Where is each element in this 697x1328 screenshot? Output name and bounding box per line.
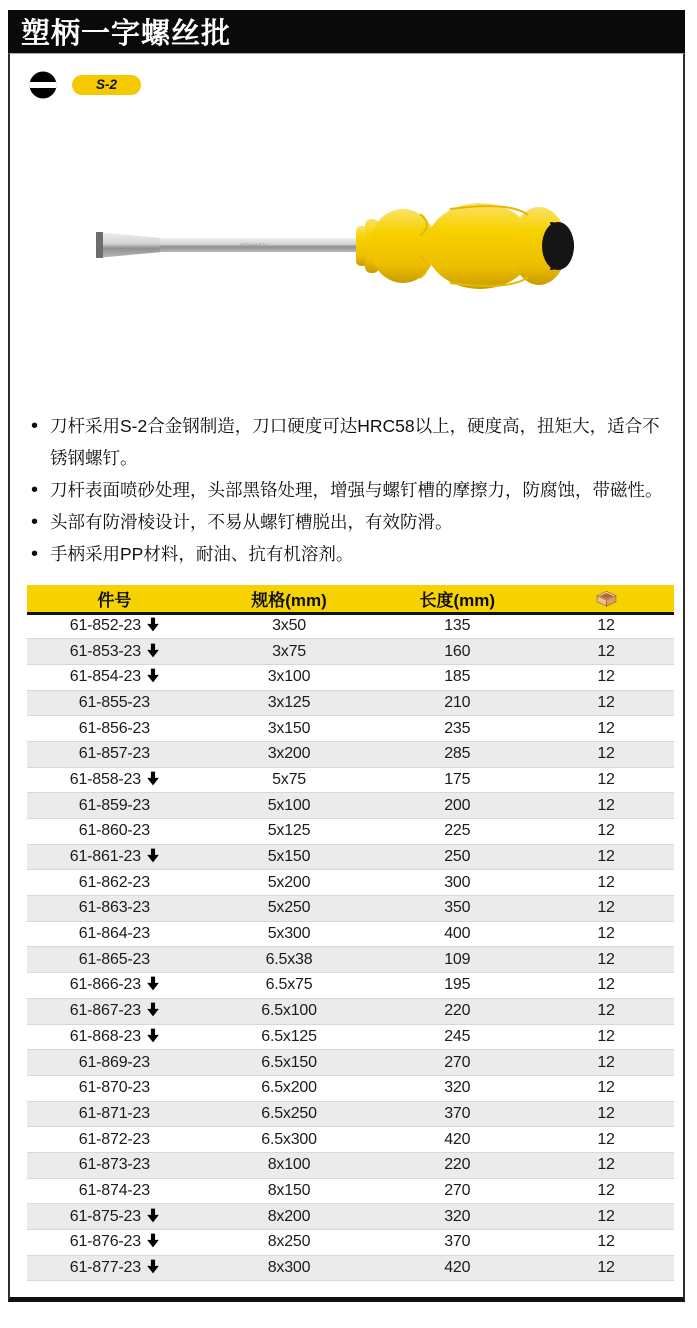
part-number-cell: 61-854-23 xyxy=(27,664,202,690)
feature-item: • 手柄采用PP材料，耐油、抗有机溶剂。 xyxy=(29,538,674,570)
qty-cell: 12 xyxy=(597,1053,615,1071)
length-cell: 220 xyxy=(444,1002,471,1020)
header-length: 长度(mm) xyxy=(376,585,538,613)
length-cell: 109 xyxy=(444,950,471,968)
table-row xyxy=(27,947,674,973)
length-cell: 185 xyxy=(444,668,471,686)
length-cell: 370 xyxy=(444,1233,471,1251)
table-row xyxy=(27,921,674,947)
spec-cell: 5x200 xyxy=(267,873,311,891)
feature-item: • 头部有防滑棱设计，不易从螺钉槽脱出，有效防滑。 xyxy=(29,506,674,538)
feature-list xyxy=(29,410,674,570)
part-number-cell: 61-873-23 xyxy=(78,1156,150,1174)
content-panel xyxy=(8,53,685,1302)
length-cell: 210 xyxy=(444,693,471,711)
length-cell: 235 xyxy=(444,719,471,737)
length-cell: 350 xyxy=(444,899,471,917)
qty-cell: 12 xyxy=(597,1104,615,1122)
header-spec: 规格(mm) xyxy=(202,585,377,613)
spec-cell: 5x250 xyxy=(267,899,311,917)
length-cell: 160 xyxy=(444,642,471,660)
spec-cell: 3x75 xyxy=(272,642,306,660)
part-number-cell: 61-864-23 xyxy=(78,925,150,943)
length-cell: 300 xyxy=(444,873,471,891)
table-row xyxy=(27,741,674,767)
carton-box-icon xyxy=(595,590,618,607)
steel-grade-badge: S-2 xyxy=(72,75,141,95)
length-cell: 200 xyxy=(444,796,471,814)
qty-cell: 12 xyxy=(597,976,615,994)
part-number-cell: 61-872-23 xyxy=(78,1130,150,1148)
part-number-cell: 61-853-23 xyxy=(27,639,202,665)
spec-table-wrap xyxy=(27,585,674,1281)
length-cell: 270 xyxy=(444,1053,471,1071)
page-title: 塑柄一字螺丝批 xyxy=(21,18,232,50)
part-number-cell: 61-858-23 xyxy=(27,767,202,793)
table-row xyxy=(27,896,674,922)
table-row xyxy=(27,1075,674,1101)
table-body xyxy=(27,613,674,1281)
length-cell: 195 xyxy=(444,976,471,994)
part-number-cell: 61-852-23 xyxy=(27,613,202,639)
table-row xyxy=(27,1050,674,1076)
qty-cell: 12 xyxy=(597,925,615,943)
length-cell: 285 xyxy=(444,745,471,763)
down-arrow-icon xyxy=(147,1233,159,1248)
down-arrow-icon xyxy=(147,643,159,658)
qty-cell: 12 xyxy=(597,1027,615,1045)
length-cell: 225 xyxy=(444,822,471,840)
spec-cell: 6.5x300 xyxy=(261,1130,317,1148)
down-arrow-icon xyxy=(147,771,159,786)
part-number-cell: 61-869-23 xyxy=(78,1053,150,1071)
table-row xyxy=(27,1152,674,1178)
qty-cell: 12 xyxy=(597,950,615,968)
qty-cell: 12 xyxy=(597,1233,615,1251)
spec-cell: 6.5x125 xyxy=(261,1027,317,1045)
table-row xyxy=(27,1127,674,1153)
table-row xyxy=(27,1255,674,1281)
qty-cell: 12 xyxy=(597,822,615,840)
table-row xyxy=(27,973,674,999)
length-cell: 270 xyxy=(444,1181,471,1199)
table-row xyxy=(27,1101,674,1127)
qty-cell: 12 xyxy=(597,617,615,635)
length-cell: 245 xyxy=(444,1027,471,1045)
spec-cell: 6.5x75 xyxy=(265,976,313,994)
spec-cell: 8x200 xyxy=(267,1207,311,1225)
part-number-cell: 61-859-23 xyxy=(78,796,150,814)
length-cell: 320 xyxy=(444,1207,471,1225)
table-row xyxy=(27,1178,674,1204)
part-number-cell: 61-870-23 xyxy=(78,1079,150,1097)
qty-cell: 12 xyxy=(597,1259,615,1277)
screwdriver-illustration xyxy=(90,189,595,304)
badge-row xyxy=(29,71,141,99)
page-title-bar xyxy=(8,10,685,53)
length-cell: 250 xyxy=(444,848,471,866)
spec-table xyxy=(27,585,674,1281)
qty-cell: 12 xyxy=(597,1079,615,1097)
header-qty xyxy=(538,585,674,613)
part-number-cell: 61-861-23 xyxy=(27,844,202,870)
part-number-cell: 61-871-23 xyxy=(78,1104,150,1122)
spec-cell: 6.5x100 xyxy=(261,1002,317,1020)
down-arrow-icon xyxy=(147,848,159,863)
part-number-cell: 61-862-23 xyxy=(78,873,150,891)
table-row xyxy=(27,664,674,690)
part-number-cell: 61-875-23 xyxy=(27,1204,202,1230)
table-row xyxy=(27,870,674,896)
spec-cell: 3x200 xyxy=(267,745,311,763)
table-row xyxy=(27,1230,674,1256)
qty-cell: 12 xyxy=(597,693,615,711)
header-part-number: 件号 xyxy=(27,585,202,613)
part-number-cell: 61-866-23 xyxy=(27,973,202,999)
length-cell: 135 xyxy=(444,617,471,635)
spec-cell: 6.5x200 xyxy=(261,1079,317,1097)
part-number-cell: 61-855-23 xyxy=(78,693,150,711)
length-cell: 175 xyxy=(444,770,471,788)
product-image xyxy=(90,189,595,304)
down-arrow-icon xyxy=(147,617,159,632)
qty-cell: 12 xyxy=(597,1002,615,1020)
qty-cell: 12 xyxy=(597,899,615,917)
table-row xyxy=(27,716,674,742)
part-number-cell: 61-860-23 xyxy=(78,822,150,840)
down-arrow-icon xyxy=(147,1259,159,1274)
qty-cell: 12 xyxy=(597,873,615,891)
qty-cell: 12 xyxy=(597,796,615,814)
down-arrow-icon xyxy=(147,1028,159,1043)
qty-cell: 12 xyxy=(597,1130,615,1148)
qty-cell: 12 xyxy=(597,1181,615,1199)
spec-cell: 8x100 xyxy=(267,1156,311,1174)
table-header-row xyxy=(27,585,674,613)
qty-cell: 12 xyxy=(597,745,615,763)
part-number-cell: 61-874-23 xyxy=(78,1181,150,1199)
spec-cell: 5x75 xyxy=(272,770,306,788)
part-number-cell: 61-877-23 xyxy=(27,1255,202,1281)
spec-cell: 5x150 xyxy=(267,848,311,866)
table-row xyxy=(27,690,674,716)
table-row xyxy=(27,819,674,845)
spec-cell: 3x125 xyxy=(267,693,311,711)
table-row xyxy=(27,1024,674,1050)
qty-cell: 12 xyxy=(597,770,615,788)
spec-cell: 8x250 xyxy=(267,1233,311,1251)
table-row xyxy=(27,767,674,793)
feature-item: • 刀杆采用S-2合金钢制造，刀口硬度可达HRC58以上，硬度高，扭矩大，适合不锈钢螺钉。 xyxy=(29,410,674,474)
table-row xyxy=(27,844,674,870)
feature-item: • 刀杆表面喷砂处理，头部黑铬处理，增强与螺钉槽的摩擦力，防腐蚀，带磁性。 xyxy=(29,474,674,506)
part-number-cell: 61-856-23 xyxy=(78,719,150,737)
qty-cell: 12 xyxy=(597,1156,615,1174)
qty-cell: 12 xyxy=(597,719,615,737)
table-row xyxy=(27,793,674,819)
part-number-cell: 61-876-23 xyxy=(27,1230,202,1256)
spec-cell: 5x125 xyxy=(267,822,311,840)
spec-cell: 8x150 xyxy=(267,1181,311,1199)
spec-cell: 3x150 xyxy=(267,719,311,737)
length-cell: 420 xyxy=(444,1130,471,1148)
down-arrow-icon xyxy=(147,668,159,683)
spec-cell: 3x50 xyxy=(272,617,306,635)
down-arrow-icon xyxy=(147,976,159,991)
part-number-cell: 61-865-23 xyxy=(78,950,150,968)
spec-cell: 6.5x38 xyxy=(265,950,313,968)
part-number-cell: 61-857-23 xyxy=(78,745,150,763)
length-cell: 220 xyxy=(444,1156,471,1174)
qty-cell: 12 xyxy=(597,1207,615,1225)
spec-cell: 5x100 xyxy=(267,796,311,814)
table-row xyxy=(27,613,674,639)
length-cell: 320 xyxy=(444,1079,471,1097)
brand-text: STANLEY xyxy=(240,244,267,250)
qty-cell: 12 xyxy=(597,642,615,660)
table-row xyxy=(27,1204,674,1230)
down-arrow-icon xyxy=(147,1002,159,1017)
table-row xyxy=(27,998,674,1024)
qty-cell: 12 xyxy=(597,848,615,866)
part-number-cell: 61-868-23 xyxy=(27,1024,202,1050)
spec-cell: 8x300 xyxy=(267,1259,311,1277)
length-cell: 400 xyxy=(444,925,471,943)
down-arrow-icon xyxy=(147,1208,159,1223)
length-cell: 420 xyxy=(444,1259,471,1277)
spec-cell: 6.5x150 xyxy=(261,1053,317,1071)
table-row xyxy=(27,639,674,665)
spec-cell: 3x100 xyxy=(267,668,311,686)
spec-cell: 6.5x250 xyxy=(261,1104,317,1122)
slotted-tip-icon xyxy=(29,71,57,99)
part-number-cell: 61-863-23 xyxy=(78,899,150,917)
length-cell: 370 xyxy=(444,1104,471,1122)
qty-cell: 12 xyxy=(597,668,615,686)
spec-cell: 5x300 xyxy=(267,925,311,943)
part-number-cell: 61-867-23 xyxy=(27,998,202,1024)
